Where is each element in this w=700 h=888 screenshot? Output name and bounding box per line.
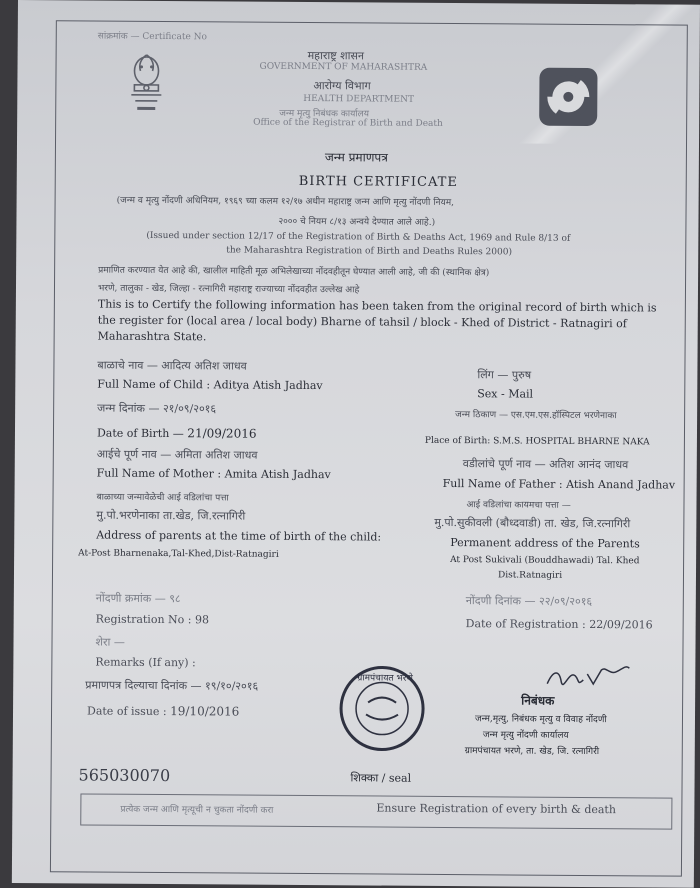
registrar-signature-icon xyxy=(543,662,633,693)
dept-english: GOVERNMENT OF MAHARASHTRA xyxy=(259,61,428,73)
child-dob-value: 21/09/2016 xyxy=(187,426,257,441)
mother-name-marathi: आईचे पूर्ण नाव — अमिता अतिश जाधव xyxy=(96,447,258,462)
birth-address-value: At-Post Bharnenaka,Tal-Khed,Dist-Ratnagiri xyxy=(78,548,279,560)
child-name-marathi: बाळाचे नाव — आदित्य अतिश जाधव xyxy=(97,358,247,373)
issue-date-label: Date of issue : xyxy=(86,704,167,719)
preamble-marathi-1: (जन्म व मृत्यु नोंदणी अधिनियम, १९६९ च्या कलम १२/१७ अधीन महाराष्ट्र जन्म आणि मृत्यु नोंदणी नियम, xyxy=(116,195,455,209)
slogan-english: Ensure Registration of every birth & death xyxy=(376,801,617,817)
child-name-label: Full Name of Child : xyxy=(97,377,211,392)
title-english: BIRTH CERTIFICATE xyxy=(298,173,458,191)
office-line-1: जन्म मृत्यु निबंधक कार्यालय xyxy=(279,108,369,120)
reg-no-label: Registration No : xyxy=(95,612,192,627)
preamble-english-1: (Issued under section 12/17 of the Registration of Birth & Deaths Act, 1969 and Rule 8/13 of xyxy=(146,230,571,244)
reg-no-value: 98 xyxy=(194,613,210,627)
child-sex-marathi: लिंग — पुरुष xyxy=(477,368,532,382)
child-pob-label: Place of Birth: xyxy=(424,435,491,447)
cert-marathi-2: भरणे, तालुका - खेड, जिल्हा - रत्नागिरी महाराष्ट्र राज्याच्या नोंदवहीत उल्लेख आहे xyxy=(97,283,360,296)
preamble-english-2: the Maharashtra Registration of Birth and Deaths Rules 2000) xyxy=(226,245,513,258)
registrar-line-3: ग्रामपंचायत भरणे, ता. खेड, जि. रत्नागिरी xyxy=(464,746,600,758)
reg-date-label: Date of Registration : xyxy=(465,617,586,631)
certificate-number-label: सांक्रमांक — Certificate No xyxy=(97,31,207,43)
birth-address-marathi-value: मु.पो.भरणेनाका ता.खेड, जि.रत्नागिरी xyxy=(96,508,246,523)
cert-english-1: This is to Certify the following information has been taken from the original record of birth which is xyxy=(97,297,657,315)
cert-english-2: the register for (local area / local body) Bharne of tahsil / block - Khed of District - Ratnagiri of xyxy=(97,313,627,331)
registrar-title: निबंधक xyxy=(521,693,555,708)
office-line-2: Office of the Registrar of Birth and Death xyxy=(253,117,443,129)
registrar-line-2: जन्म मृत्यु नोंदणी कार्यालय xyxy=(482,730,569,741)
seal-text: ग्रामपंचायत भरणे xyxy=(357,673,413,684)
health-dept-english: HEALTH DEPARTMENT xyxy=(303,93,415,105)
birth-address-label: Address of parents at the time of birth of the child: xyxy=(96,528,382,544)
child-dob-label: Date of Birth — xyxy=(96,426,184,441)
ashoka-emblem-icon xyxy=(117,49,176,121)
cert-english-3: Maharashtra State. xyxy=(97,329,207,344)
seal-label: शिक्का / seal xyxy=(350,771,412,785)
reg-date-marathi: नोंदणी दिनांक — २२/०९/२०१६ xyxy=(465,594,593,609)
child-sex-value: Mail xyxy=(508,387,534,401)
remarks-label: Remarks (If any) : xyxy=(95,655,196,670)
slogan-marathi: प्रत्येक जन्म आणि मृत्यूची न चुकता नोंदणी करा xyxy=(120,804,274,816)
permanent-address-label: Permanent address of the Parents xyxy=(450,536,640,551)
cert-marathi-1: प्रमाणित करण्यात येत आहे की, खालील माहिती मूळ अभिलेखाच्या नोंदवहीतून घेण्यात आली आहे, जी की (स्थानिक क्षेत्र) xyxy=(98,265,490,279)
permanent-address-value-1: At Post Sukivali (Bouddhawadi) Tal. Khed xyxy=(450,555,640,567)
permanent-address-marathi-label: आई वडिलांचा कायमचा पत्ता — xyxy=(466,500,571,511)
child-dob-marathi: जन्म दिनांक — २१/०९/२०१६ xyxy=(97,401,217,416)
permanent-address-value-2: Dist.Ratnagiri xyxy=(497,570,563,581)
father-name-marathi: वडीलांचे पूर्ण नाव — अतिश आनंद जाधव xyxy=(462,457,629,472)
reg-no-marathi: नोंदणी क्रमांक — ९८ xyxy=(95,591,181,606)
child-pob-marathi: जन्म ठिकाण — एस.एम.एस.हॉस्पिटल भरणेनाका xyxy=(455,410,617,422)
reg-date-value: 22/09/2016 xyxy=(589,618,653,632)
child-name-value: Aditya Atish Jadhav xyxy=(213,378,323,393)
permanent-address-marathi-value: मु.पो.सुकीवली (बौध्दवाडी) ता. खेड, जि.रत्नागिरी xyxy=(434,515,631,531)
father-name-value: Atish Anand Jadhav xyxy=(566,477,676,492)
preamble-marathi-2: २००० चे नियम ८/१३ अन्वये देण्यात आले आहे.) xyxy=(278,216,436,228)
registrar-line-1: जन्म,मृत्यु, निबंधक मृत्यु व विवाह नोंदणी xyxy=(474,714,607,726)
issue-date-marathi: प्रमाणपत्र दिल्याचा दिनांक — १९/१०/२०१६ xyxy=(85,678,259,693)
birth-address-marathi-label: बाळाच्या जन्मावेळेची आई वडिलांचा पत्ता xyxy=(96,492,229,504)
title-marathi: जन्म प्रमाणपत्र xyxy=(324,150,388,165)
health-department-logo-icon xyxy=(537,66,599,128)
child-sex-label: Sex - xyxy=(477,387,505,401)
certificate-sheet xyxy=(12,0,700,888)
mother-name-label: Full Name of Mother : xyxy=(96,466,222,481)
child-pob-value: S.M.S. HOSPITAL BHARNE NAKA xyxy=(493,436,650,448)
serial-number: 565030070 xyxy=(78,765,171,786)
dept-marathi: महाराष्ट्र शासन xyxy=(307,49,365,63)
issue-date-value: 19/10/2016 xyxy=(170,704,240,719)
remarks-marathi: शेरा — xyxy=(95,635,125,649)
health-dept-marathi: आरोग्य विभाग xyxy=(313,79,371,93)
mother-name-value: Amita Atish Jadhav xyxy=(224,467,331,482)
father-name-label: Full Name of Father : xyxy=(442,476,563,491)
